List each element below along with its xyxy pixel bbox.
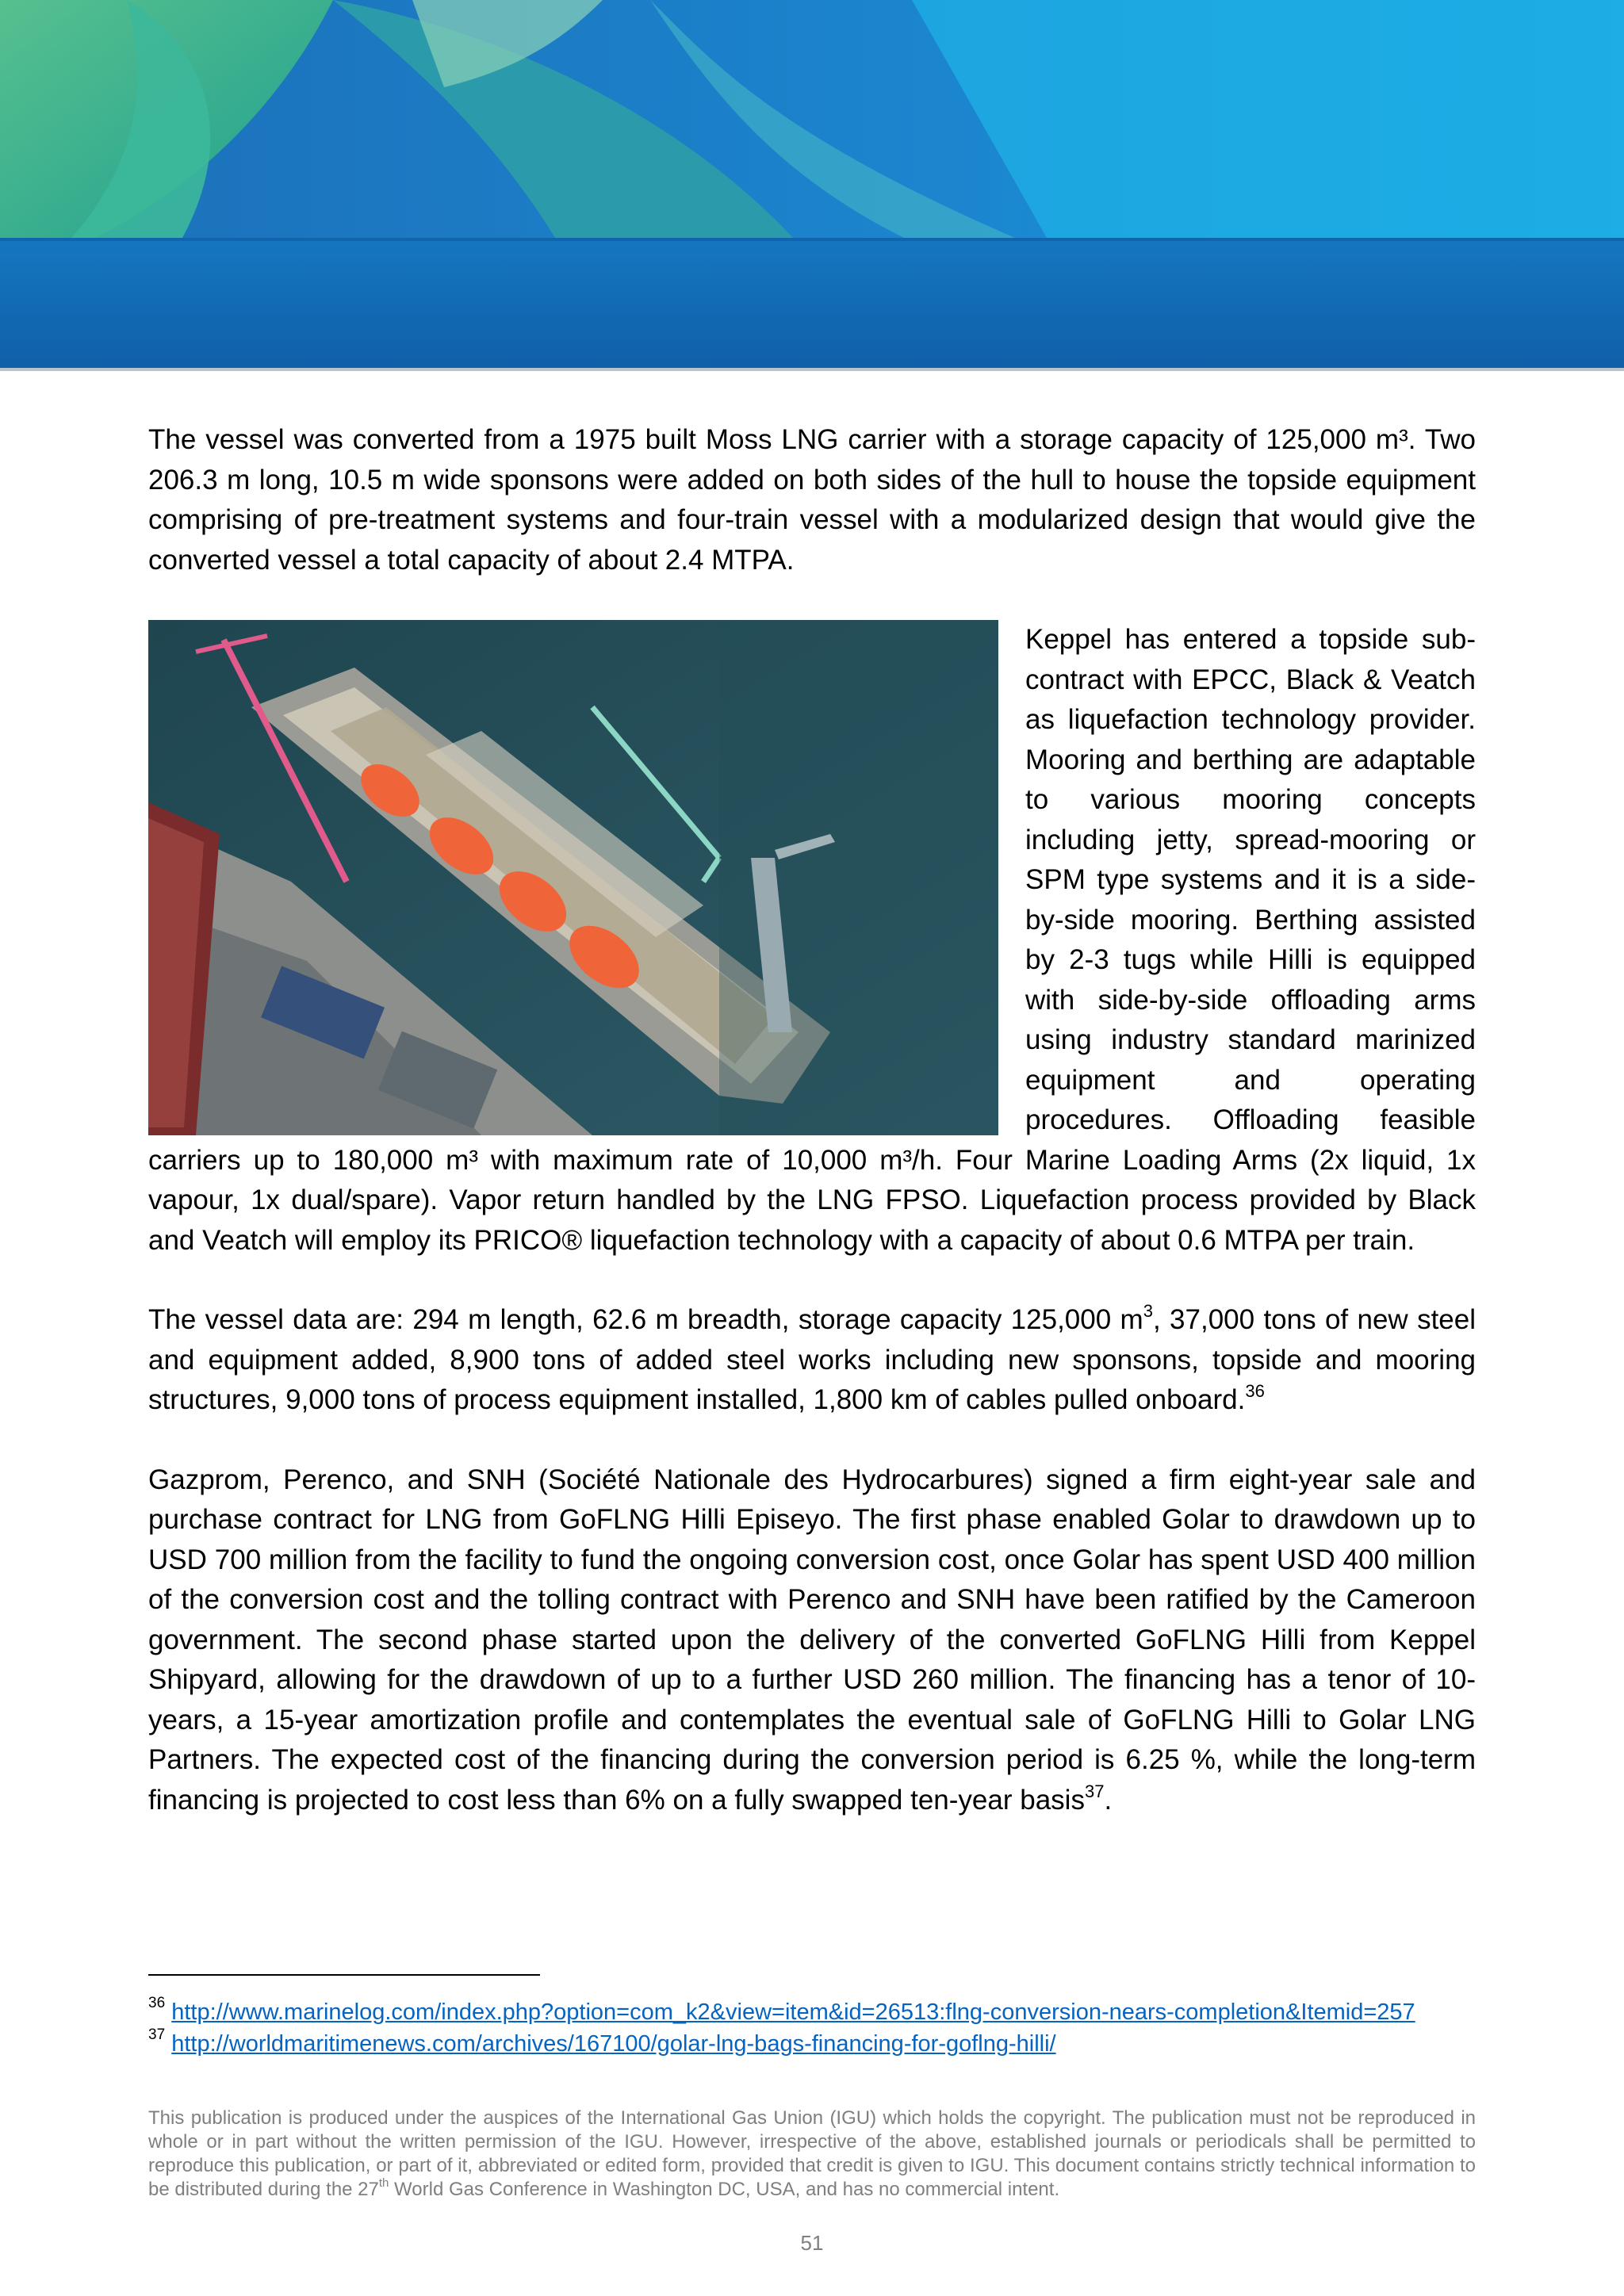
financing-text: Gazprom, Perenco, and SNH (Société Nationale des Hydrocarbures) signed a firm eight-year sale and purchase contract for LNG from GoFLNG Hilli Episeyo. The first phase enabled Golar to drawdown up to USD 700 million from the facility to fund the ongoing conversion cost, once Golar has spent USD 400 million of the conversion cost and the tolling contract with Perenco and SNH have been ratified by the Cameroon government. The second phase started upon the delivery of the converted GoFLNG Hilli from Keppel Shipyard, allowing for the drawdown of up to a further USD 260 million. The financing has a tenor of 10-years, a 15-year amortization profile and contemplates the eventual sale of GoFLNG Hilli to Golar LNG Partners. The expected cost of the financing during the conversion period is 6.25 %, while the long-term financing is projected to cost less than 6% on a fully swapped ten-year basis — [148, 1464, 1476, 1816]
vessel-data-text-a: The vessel data are: 294 m length, 62.6 m breadth, storage capacity 125,000 m — [148, 1304, 1143, 1335]
paragraph-financing — [148, 1460, 1476, 1821]
footnote-link-37[interactable]: http://worldmaritimenews.com/archives/167100/golar-lng-bags-financing-for-goflng-hilli/ — [171, 2031, 1056, 2057]
cubic-superscript: 3 — [1143, 1301, 1153, 1322]
footnote-36 — [148, 1996, 1476, 2028]
disclaimer-text-a: This publication is produced under the auspices of the International Gas Union (IGU) which holds the copyright. The publication must not be reproduced in whole or in part without the written permission of the IGU. However, irrespective of the above, established journals or periodicals shall be permitted to reproduce this publication, or part of it, abbreviated or edited form, provided that credit is given to IGU. This document contains strictly technical information to be distributed during the 27 — [148, 2107, 1476, 2200]
footnote-separator — [148, 1974, 540, 1976]
main-content — [148, 420, 1476, 1860]
vessel-data-text-b: , 37,000 tons of new steel and equipment added, 8,900 tons of added steel works including new sponsons, topside and mooring structures, 9,000 tons of process equipment installed, 1,800 km of cables pulled onboard. — [148, 1304, 1476, 1415]
footnote-number: 36 — [148, 1995, 166, 2012]
banner-graphic — [0, 0, 1624, 371]
header-banner — [0, 0, 1624, 371]
footnote-link-36[interactable]: http://www.marinelog.com/index.php?option=com_k2&view=item&id=26513:flng-conversion-nears-completion&Itemid=257 — [171, 1999, 1415, 2025]
footnote-number: 37 — [148, 2026, 166, 2044]
copyright-disclaimer — [148, 2107, 1476, 2202]
paragraph-mooring-block — [148, 620, 1476, 1261]
footnote-ref-36[interactable]: 36 — [1245, 1381, 1265, 1402]
disclaimer-superscript: th — [378, 2176, 389, 2190]
page-number: 51 — [800, 2231, 824, 2255]
disclaimer-text-b: World Gas Conference in Washington DC, USA, and has no commercial intent. — [389, 2179, 1060, 2200]
paragraph-mooring-text: Keppel has entered a topside sub-contract with EPCC, Black & Veatch as liquefaction technology provider. Mooring and berthing are adaptable to various mooring concepts including jetty, spread-mooring or SPM type systems and it is a side-by-side mooring. Berthing assisted by 2-3 tugs while Hilli is equipped with side-by-side offloading arms using industry standard marinized equipment and operating procedures. Offloading feasible carriers up to 180,000 m³ with maximum rate of 10,000 m³/h. Four Marine Loading Arms (2x liquid, 1x vapour, 1x dual/spare). Vapor return handled by the LNG FPSO. Liquefaction process provided by Black and Veatch will employ its PRICO® liquefaction technology with a capacity of about 0.6 MTPA per train. — [148, 624, 1476, 1256]
paragraph-vessel-conversion: The vessel was converted from a 1975 built Moss LNG carrier with a storage capacity of 125,000 m³. Two 206.3 m long, 10.5 m wide sponsons were added on both sides of the hull to house the topside equipment comprising of pre-treatment systems and four-train vessel with a modularized design that would give the converted vessel a total capacity of about 2.4 MTPA. — [148, 424, 1476, 576]
paragraph-vessel-data — [148, 1300, 1476, 1421]
flng-vessel-photo — [148, 620, 998, 1135]
footnote-ref-37[interactable]: 37 — [1084, 1781, 1105, 1801]
footnotes — [148, 1996, 1476, 2060]
financing-text-end: . — [1104, 1784, 1113, 1816]
footnote-37 — [148, 2028, 1476, 2060]
